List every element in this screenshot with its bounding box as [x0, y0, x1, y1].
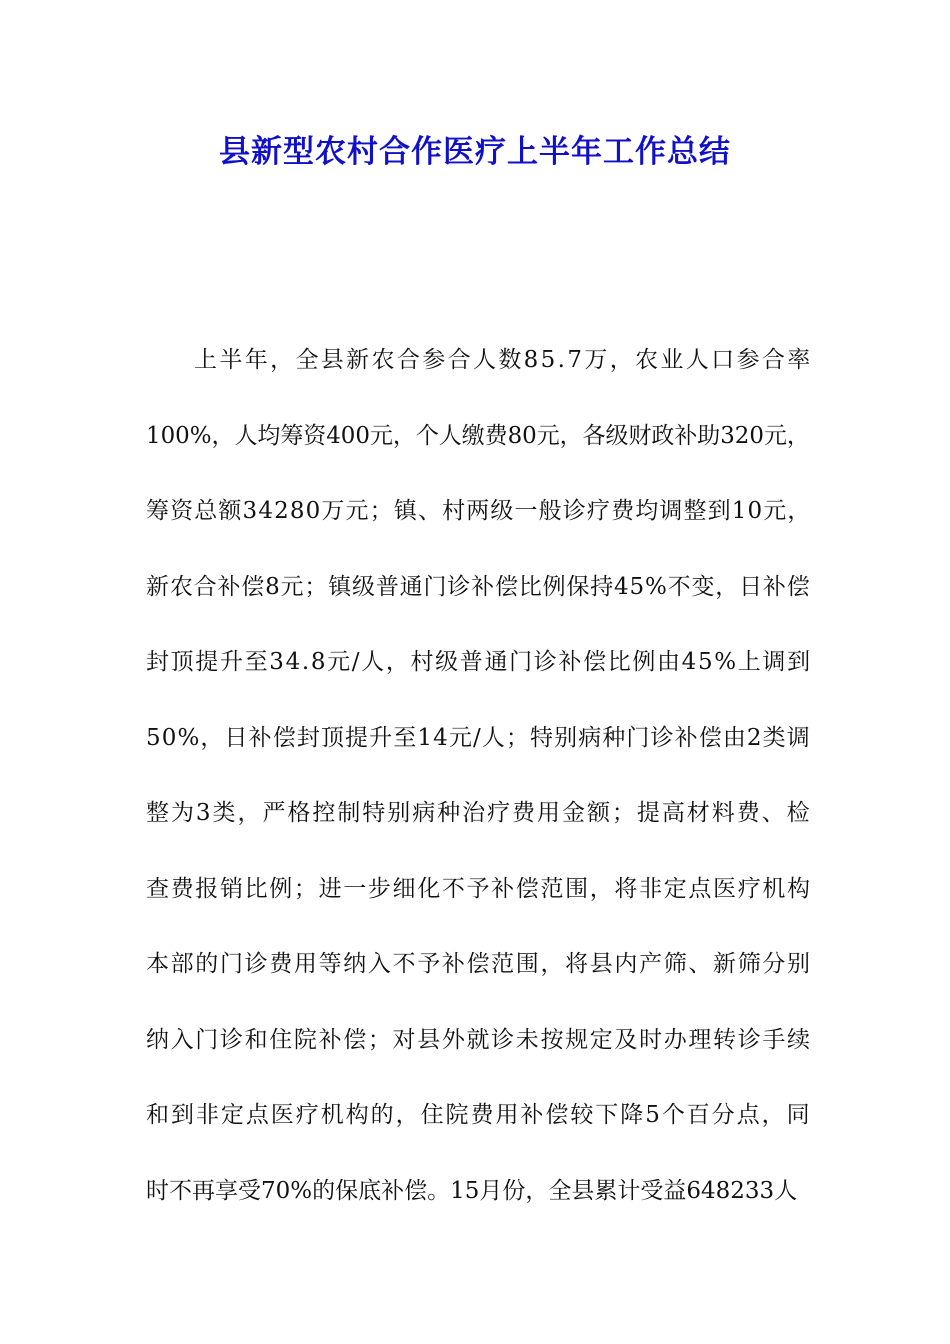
paragraph-line-2	[146, 414, 810, 490]
line-text: 整为3类，严格控制特别病种治疗费用金额；提高材料费、检	[146, 800, 812, 826]
paragraph-line-8	[146, 867, 810, 943]
page-title: 县新型农村合作医疗上半年工作总结	[219, 134, 731, 170]
line-text: 时不再享受70%的保底补偿。15月份，全县累计受益648233人	[146, 1177, 798, 1204]
paragraph-line-1	[146, 338, 813, 414]
line-text: 和到非定点医疗机构的，住院费用补偿较下降5个百分点，同	[146, 1102, 812, 1128]
paragraph-line-11	[146, 1093, 810, 1169]
line-text: 筹资总额34280万元；镇、村两级一般诊疗费均调整到10元，	[146, 498, 812, 524]
line-text: 纳入门诊和住院补偿；对县外就诊未按规定及时办理转诊手续	[146, 1026, 812, 1053]
paragraph-line-5	[146, 640, 810, 716]
line-text: 100%，人均筹资400元，个人缴费80元，各级财政补助320元，	[146, 422, 810, 449]
line-text: 新农合补偿8元；镇级普通门诊补偿比例保持45%不变，日补偿	[146, 573, 811, 600]
body-paragraph	[146, 338, 813, 1244]
line-text: 本部的门诊费用等纳入不予补偿范围，将县内产筛、新筛分别	[146, 951, 812, 977]
paragraph-line-7	[146, 791, 810, 867]
line-text: 封顶提升至34.8元/人，村级普通门诊补偿比例由45%上调到	[146, 649, 812, 675]
paragraph-line-6	[146, 716, 810, 792]
line-text: 50%，日补偿封顶提升至14元/人；特别病种门诊补偿由2类调	[146, 724, 811, 751]
paragraph-line-12	[146, 1169, 810, 1245]
line-text: 查费报销比例；进一步细化不予补偿范围，将非定点医疗机构	[146, 875, 812, 902]
paragraph-line-3	[146, 489, 810, 565]
paragraph-line-4	[146, 565, 810, 641]
paragraph-line-9	[146, 942, 810, 1018]
paragraph-line-10	[146, 1018, 810, 1094]
line-text: 上半年，全县新农合参合人数85.7万，农业人口参合率	[194, 347, 813, 373]
